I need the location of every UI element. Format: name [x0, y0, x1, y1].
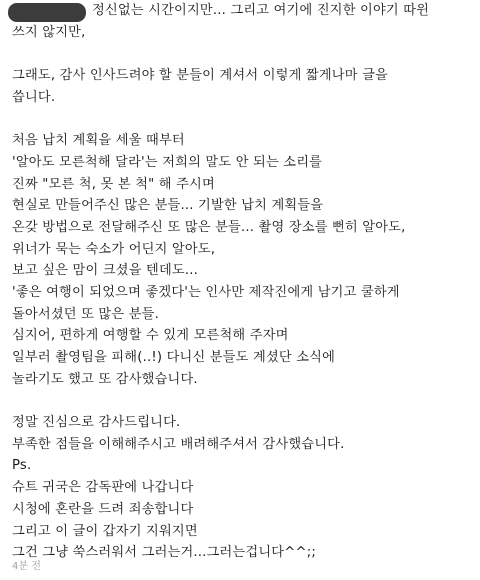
post-line: Ps.	[12, 458, 32, 474]
post-line: 그리고 이 글이 갑자기 지워지면	[12, 523, 198, 539]
post-line: 일부러 촬영팀을 피해(..!) 다니신 분들도 계셨단 소식에	[12, 350, 336, 365]
post-body	[12, 0, 474, 564]
post-line	[12, 108, 474, 130]
post-line: 진짜 "모른 척, 못 본 척" 해 주시며	[12, 176, 215, 192]
post-line: 그건 그냥 쑥스러워서 그러는거...그러는겁니다^^;;	[12, 545, 316, 561]
post-line: '좋은 여행이 되었으며 좋겠다'는 인사만 제작진에게 남기고 쿨하게	[12, 284, 400, 300]
post-line	[12, 390, 474, 412]
post-line: 처음 납치 계획을 세울 때부터	[12, 133, 185, 149]
post-line: 씁니다.	[12, 89, 56, 105]
post-line: 현실로 만들어주신 많은 분들... 기발한 납치 계획들을	[12, 198, 324, 214]
post-line: 그래도, 감사 인사드려야 할 분들이 계셔서 이렇게 짧게나마 글을	[12, 68, 388, 84]
post-line: 쓰지 않지만,	[12, 24, 86, 40]
post-line: 정신없는 시간이지만... 그리고 여기에 진지한 이야기 따윈	[92, 3, 430, 18]
post-line: 슈트 귀국은 감독판에 나갑니다	[12, 480, 194, 496]
post-line	[12, 43, 474, 65]
post-line: 심지어, 편하게 여행할 수 있게 모른척해 주자며	[12, 328, 289, 344]
post-line: 부족한 점들을 이해해주시고 배려해주셔서 감사했습니다.	[12, 436, 345, 452]
post-line: '알아도 모른척해 달라'는 저희의 말도 안 되는 소리를	[12, 154, 323, 170]
post-line: 정말 진심으로 감사드립니다.	[12, 415, 181, 431]
post-line: 온갖 방법으로 전달해주신 또 많은 분들... 촬영 장소를 뻔히 알아도,	[12, 219, 406, 235]
post-line: 돌아서셨던 또 많은 분들.	[12, 306, 159, 322]
post-timestamp: 4분 전	[12, 561, 41, 572]
post-line: 위너가 묵는 숙소가 어딘지 알아도,	[12, 241, 216, 257]
post-line: 놀라기도 했고 또 감사했습니다.	[12, 371, 198, 387]
post-line: 시청에 혼란을 드려 죄송합니다	[12, 501, 194, 517]
post-line: 보고 싶은 맘이 크셨을 텐데도...	[12, 263, 199, 279]
